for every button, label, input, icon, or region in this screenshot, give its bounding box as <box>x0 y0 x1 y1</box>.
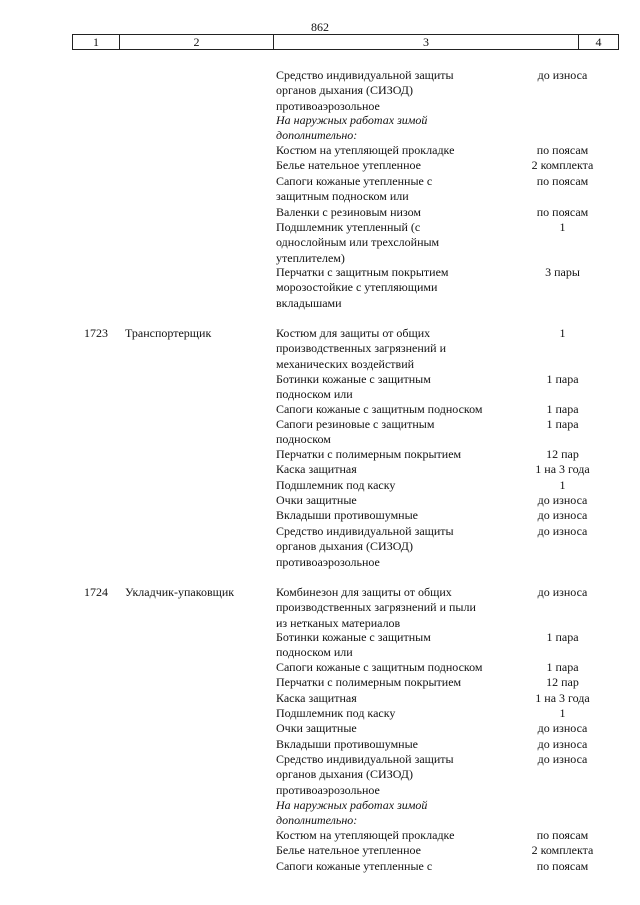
header-col-3: 3 <box>274 35 579 49</box>
ppe-item-line: Перчатки с полимерным покрытием <box>276 675 462 689</box>
ppe-item-line: подноском или <box>276 645 353 660</box>
ppe-item <box>276 721 511 736</box>
ppe-item-line: Средство индивидуальной защиты <box>276 752 454 766</box>
ppe-item-line: Подшлемник утепленный (с <box>276 220 421 234</box>
ppe-item-line: Вкладыши противошумные <box>276 737 418 751</box>
ppe-item <box>276 508 511 523</box>
ppe-item-line: Перчатки с защитным покрытием <box>276 265 449 279</box>
issue-norm: 1 <box>559 706 566 720</box>
ppe-item-line: морозостойкие с утепляющими <box>276 280 438 295</box>
ppe-item-line: вкладышами <box>276 295 342 310</box>
issue-norm: до износа <box>537 493 588 507</box>
ppe-item <box>276 462 511 477</box>
ppe-item-line: Сапоги кожаные утепленные с <box>276 174 433 188</box>
issue-norm: 1 на 3 года <box>535 691 590 705</box>
issue-norm: 1 пара <box>546 630 579 644</box>
ppe-item-line: Сапоги кожаные с защитным подноском <box>276 402 483 416</box>
ppe-item-line: Каска защитная <box>276 691 357 705</box>
ppe-item <box>276 585 511 631</box>
row-number: 1723 <box>84 326 108 340</box>
issue-norm: до износа <box>537 585 588 599</box>
issue-norm: до износа <box>537 721 588 735</box>
ppe-item-line: Средство индивидуальной защиты <box>276 524 454 538</box>
ppe-item-line: Костюм на утепляющей прокладке <box>276 143 455 157</box>
ppe-item-line: из нетканых материалов <box>276 615 401 630</box>
ppe-item-line: производственных загрязнений и <box>276 341 447 356</box>
issue-norm: по поясам <box>536 143 589 157</box>
issue-norm: до износа <box>537 524 588 538</box>
ppe-item-line: Ботинки кожаные с защитным <box>276 630 431 644</box>
ppe-item <box>276 158 511 173</box>
issue-norm: по поясам <box>536 859 589 873</box>
ppe-item-line: противоаэрозольное <box>276 554 380 569</box>
issue-norm: 12 пар <box>546 675 579 689</box>
issue-norm: до износа <box>537 508 588 522</box>
issue-norm: по поясам <box>536 828 589 842</box>
row-number: 1724 <box>84 585 108 599</box>
issue-norm: по поясам <box>536 205 589 219</box>
section-note-line: дополнительно: <box>276 813 358 828</box>
issue-norm: 1 <box>559 220 566 234</box>
ppe-item <box>276 524 511 570</box>
page-number: 862 <box>311 20 329 34</box>
ppe-item <box>276 68 511 114</box>
ppe-item-line: механических воздействий <box>276 356 415 371</box>
ppe-item <box>276 859 511 874</box>
ppe-item-line: однослойным или трехслойным <box>276 235 440 250</box>
issue-norm: 12 пар <box>546 447 579 461</box>
ppe-item <box>276 660 511 675</box>
ppe-item-line: подноском или <box>276 387 353 402</box>
ppe-item <box>276 143 511 158</box>
section-note-line: На наружных работах зимой <box>276 113 428 127</box>
issue-norm: 1 <box>559 326 566 340</box>
ppe-item-line: Подшлемник под каску <box>276 478 396 492</box>
issue-norm: 2 комплекта <box>531 843 594 857</box>
issue-norm: до износа <box>537 737 588 751</box>
ppe-item-line: производственных загрязнений и пыли <box>276 600 476 615</box>
ppe-item <box>276 843 511 858</box>
ppe-item-line: органов дыхания (СИЗОД) <box>276 83 413 98</box>
ppe-item-line: Очки защитные <box>276 493 357 507</box>
ppe-item-line: Сапоги резиновые с защитным <box>276 417 435 431</box>
ppe-item-line: утеплителем) <box>276 250 345 265</box>
ppe-item-line: Костюм для защиты от общих <box>276 326 431 340</box>
ppe-item-line: Ботинки кожаные с защитным <box>276 372 431 386</box>
ppe-item <box>276 205 511 220</box>
ppe-item <box>276 478 511 493</box>
ppe-item <box>276 174 511 205</box>
ppe-item-line: органов дыхания (СИЗОД) <box>276 767 413 782</box>
issue-norm: 1 пара <box>546 372 579 386</box>
ppe-item-line: Белье нательное утепленное <box>276 158 421 172</box>
ppe-item-line: Валенки с резиновым низом <box>276 205 422 219</box>
ppe-item-line: Каска защитная <box>276 462 357 476</box>
issue-norm: 2 комплекта <box>531 158 594 172</box>
ppe-item-line: Сапоги кожаные с защитным подноском <box>276 660 483 674</box>
issue-norm: 1 пара <box>546 402 579 416</box>
ppe-item-line: противоаэрозольное <box>276 98 380 113</box>
ppe-item-line: Вкладыши противошумные <box>276 508 418 522</box>
ppe-item <box>276 417 511 448</box>
ppe-item <box>276 326 511 372</box>
ppe-item <box>276 675 511 690</box>
ppe-item-line: Белье нательное утепленное <box>276 843 421 857</box>
section-note-line: дополнительно: <box>276 128 358 143</box>
ppe-item <box>276 402 511 417</box>
ppe-item <box>276 220 511 266</box>
ppe-item <box>276 706 511 721</box>
issue-norm: 1 <box>559 478 566 492</box>
header-col-2: 2 <box>120 35 274 49</box>
profession-name: Укладчик-упаковщик <box>125 585 235 599</box>
issue-norm: 3 пары <box>545 265 580 279</box>
ppe-item-line: Комбинезон для защиты от общих <box>276 585 452 599</box>
ppe-item-line: Перчатки с полимерным покрытием <box>276 447 462 461</box>
ppe-item-line: Костюм на утепляющей прокладке <box>276 828 455 842</box>
ppe-item-line: Очки защитные <box>276 721 357 735</box>
ppe-item <box>276 372 511 403</box>
ppe-item-line: подноском <box>276 432 331 447</box>
section-note-line: На наружных работах зимой <box>276 798 428 812</box>
issue-norm: до износа <box>537 752 588 766</box>
ppe-item <box>276 691 511 706</box>
ppe-item-line: противоаэрозольное <box>276 782 380 797</box>
ppe-item-line: Средство индивидуальной защиты <box>276 68 454 82</box>
ppe-item-line: органов дыхания (СИЗОД) <box>276 539 413 554</box>
ppe-item <box>276 113 511 144</box>
profession-name: Транспортерщик <box>125 326 212 340</box>
ppe-item <box>276 447 511 462</box>
header-col-4: 4 <box>595 35 602 49</box>
ppe-item <box>276 493 511 508</box>
issue-norm: 1 пара <box>546 417 579 431</box>
table-header <box>72 34 619 50</box>
ppe-item <box>276 630 511 661</box>
ppe-item <box>276 828 511 843</box>
ppe-item <box>276 798 511 829</box>
ppe-item <box>276 737 511 752</box>
ppe-item-line: защитным подноском или <box>276 189 409 204</box>
ppe-item-line: Сапоги кожаные утепленные с <box>276 859 433 873</box>
ppe-item <box>276 265 511 311</box>
issue-norm: до износа <box>537 68 588 82</box>
issue-norm: по поясам <box>536 174 589 188</box>
header-col-1: 1 <box>73 35 120 49</box>
ppe-item <box>276 752 511 798</box>
ppe-item-line: Подшлемник под каску <box>276 706 396 720</box>
issue-norm: 1 пара <box>546 660 579 674</box>
issue-norm: 1 на 3 года <box>535 462 590 476</box>
